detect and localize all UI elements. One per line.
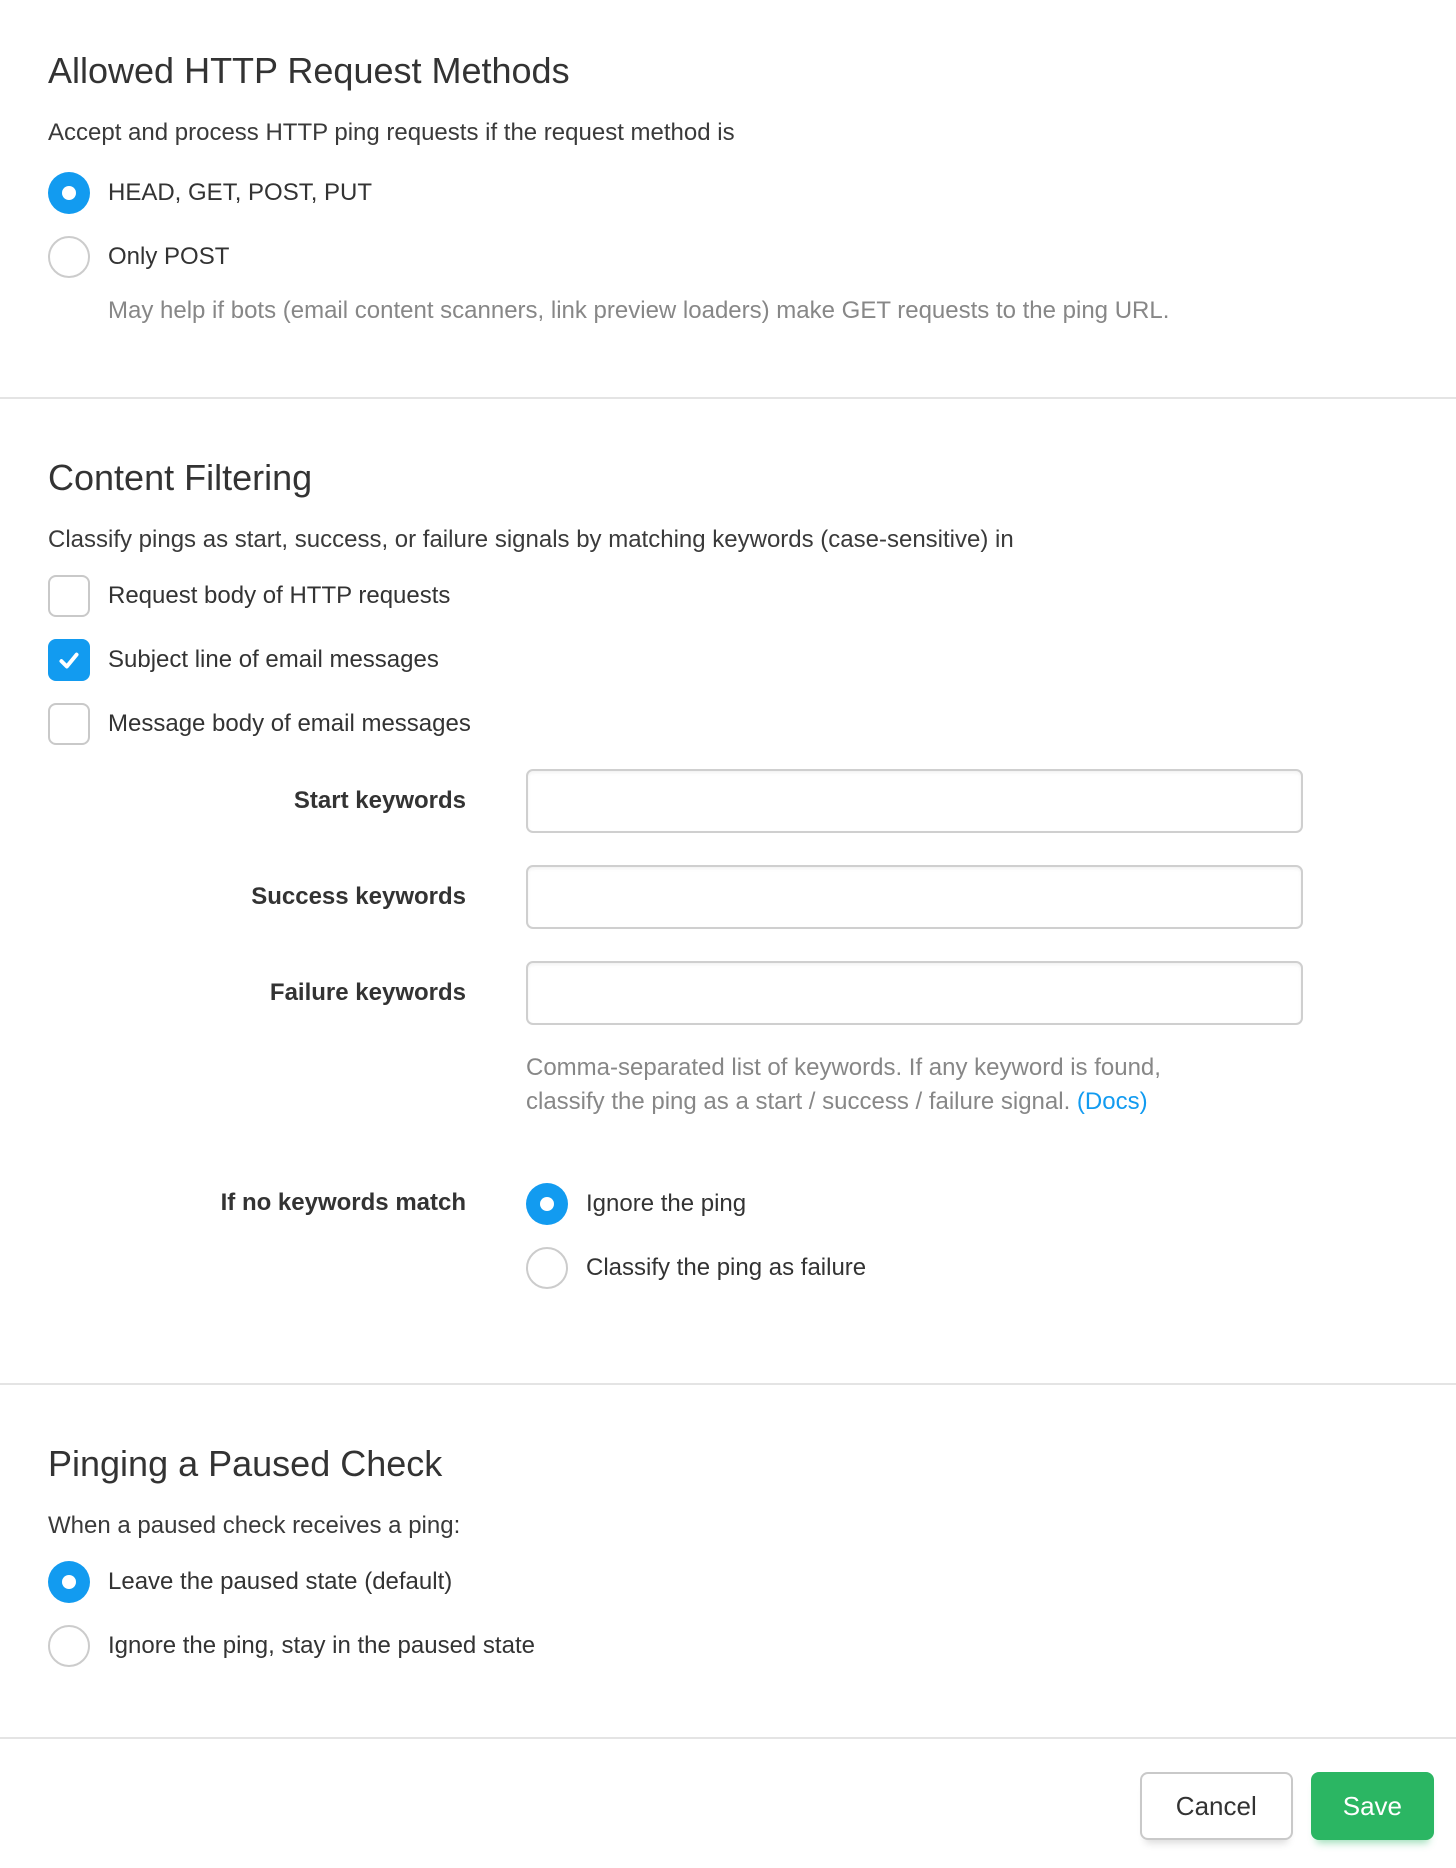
allowed-methods-description: Accept and process HTTP ping requests if the request method is bbox=[48, 119, 735, 146]
failure-keywords-input[interactable] bbox=[526, 961, 1303, 1025]
checkmark-icon bbox=[56, 647, 82, 673]
radio-label-classify-failure[interactable]: Classify the ping as failure bbox=[586, 1254, 867, 1281]
no-keywords-match-row bbox=[48, 1183, 1408, 1289]
section-paused-check bbox=[48, 1441, 1408, 1667]
section-title-content-filtering: Content Filtering bbox=[48, 457, 313, 498]
no-keywords-match-options bbox=[526, 1183, 866, 1289]
paused-check-description: When a paused check receives a ping: bbox=[48, 1512, 461, 1539]
section-divider bbox=[0, 397, 1456, 399]
checkbox-row-request-body bbox=[48, 575, 1408, 617]
radio-leave-paused-state[interactable] bbox=[48, 1561, 90, 1603]
checkbox-row-subject-line bbox=[48, 639, 1408, 681]
failure-keywords-label: Failure keywords bbox=[269, 979, 466, 1006]
radio-row-stay-paused bbox=[48, 1625, 1408, 1667]
form-row-success-keywords bbox=[48, 865, 1408, 929]
radio-only-post[interactable] bbox=[48, 236, 90, 278]
section-divider bbox=[0, 1383, 1456, 1385]
radio-stay-paused-state[interactable] bbox=[48, 1625, 90, 1667]
radio-label-ignore-ping[interactable]: Ignore the ping bbox=[586, 1190, 747, 1217]
checkbox-label-subject-line[interactable]: Subject line of email messages bbox=[108, 646, 439, 673]
radio-label-leave-paused-state[interactable]: Leave the paused state (default) bbox=[108, 1568, 453, 1595]
checkbox-subject-line[interactable] bbox=[48, 639, 90, 681]
keywords-help-line2: classify the ping as a start / success / failure signal. bbox=[526, 1088, 1071, 1115]
success-keywords-input[interactable] bbox=[526, 865, 1303, 929]
no-keywords-match-label: If no keywords match bbox=[220, 1189, 466, 1216]
radio-ignore-ping[interactable] bbox=[526, 1183, 568, 1225]
section-content-filtering bbox=[48, 455, 1408, 1289]
section-title-allowed-methods: Allowed HTTP Request Methods bbox=[48, 50, 570, 91]
checkbox-row-message-body bbox=[48, 703, 1408, 745]
radio-row-classify-failure bbox=[526, 1247, 866, 1289]
radio-label-head-get-post-put[interactable]: HEAD, GET, POST, PUT bbox=[108, 179, 373, 206]
radio-label-stay-paused-state[interactable]: Ignore the ping, stay in the paused state bbox=[108, 1632, 535, 1659]
footer-action-bar bbox=[0, 1739, 1456, 1860]
success-keywords-label: Success keywords bbox=[251, 883, 466, 910]
start-keywords-label: Start keywords bbox=[293, 787, 466, 814]
checkbox-message-body[interactable] bbox=[48, 703, 90, 745]
radio-row-ignore-ping bbox=[526, 1183, 866, 1225]
radio-row-head-get-post-put bbox=[48, 172, 1408, 214]
checkbox-label-request-body[interactable]: Request body of HTTP requests bbox=[108, 582, 451, 609]
checkbox-label-message-body[interactable]: Message body of email messages bbox=[108, 710, 471, 737]
docs-link[interactable]: (Docs) bbox=[1076, 1088, 1148, 1115]
radio-row-only-post bbox=[48, 236, 1408, 278]
keywords-help-text bbox=[526, 1051, 1226, 1119]
radio-label-only-post[interactable]: Only POST bbox=[108, 243, 230, 270]
section-title-paused-check: Pinging a Paused Check bbox=[48, 1443, 443, 1484]
save-button[interactable]: Save bbox=[1311, 1772, 1434, 1840]
checkbox-request-body[interactable] bbox=[48, 575, 90, 617]
start-keywords-input[interactable] bbox=[526, 769, 1303, 833]
content-filtering-description: Classify pings as start, success, or failure signals by matching keywords (case-sensitive) in bbox=[48, 526, 1014, 553]
radio-classify-failure[interactable] bbox=[526, 1247, 568, 1289]
keywords-help-line1: Comma-separated list of keywords. If any keyword is found, bbox=[526, 1054, 1161, 1081]
form-row-start-keywords bbox=[48, 769, 1408, 833]
only-post-note: May help if bots (email content scanners, link preview loaders) make GET requests to the ping URL. bbox=[108, 297, 1170, 324]
section-allowed-methods bbox=[48, 48, 1408, 326]
form-row-failure-keywords bbox=[48, 961, 1408, 1025]
radio-row-leave-paused bbox=[48, 1561, 1408, 1603]
cancel-button[interactable]: Cancel bbox=[1140, 1772, 1293, 1840]
radio-head-get-post-put[interactable] bbox=[48, 172, 90, 214]
